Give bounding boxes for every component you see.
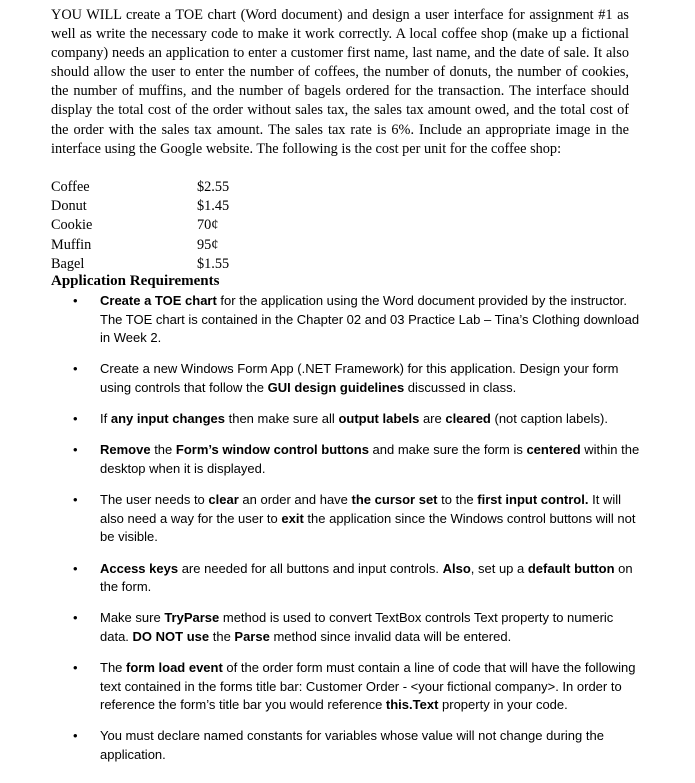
requirement-text: within the desktop when it is displayed. [100, 442, 640, 476]
requirement-item [72, 360, 642, 397]
requirement-emphasis: Form’s window control buttons [175, 442, 369, 458]
requirement-emphasis: GUI design guidelines [267, 379, 405, 395]
requirement-item [72, 491, 642, 547]
bullet-icon: • [73, 728, 78, 744]
requirement-emphasis: output labels [338, 411, 420, 427]
requirement-item [72, 292, 642, 348]
price-value: $1.55 [197, 255, 230, 272]
bullet-icon: • [73, 610, 78, 626]
price-value: 70¢ [197, 217, 219, 234]
requirement-item [72, 441, 642, 478]
requirement-text: the application since the Windows control buttons will not be visible. [100, 510, 636, 545]
requirement-text: (not caption labels). [490, 411, 608, 427]
bullet-icon: • [73, 293, 78, 308]
requirement-text: Create a new Windows Form App (.NET Framework) for this application. Design your form using controls that follow the [100, 361, 619, 395]
requirement-text: are [419, 411, 446, 427]
requirement-text: discussed in class. [404, 379, 517, 395]
price-item-name: Muffin [51, 236, 92, 253]
requirement-emphasis: Create a TOE chart [100, 293, 217, 308]
requirement-text: of the order form must contain a line of code that will have the following text contained in the forms title bar: Customer Order - <your fictional company>. In order to reference the form’s title bar you would reference [100, 660, 636, 713]
requirement-emphasis: first input control. [477, 492, 589, 508]
requirement-emphasis: default button [527, 560, 615, 576]
requirement-emphasis: this.Text [385, 697, 439, 713]
requirement-text: , set up a [470, 560, 528, 576]
requirement-text: the [209, 628, 235, 644]
requirement-emphasis: exit [281, 510, 304, 526]
requirement-emphasis: TryParse [164, 610, 220, 626]
requirement-emphasis: Also [442, 560, 471, 576]
bullet-icon: • [73, 361, 78, 377]
requirement-emphasis: Remove [100, 442, 151, 458]
price-value: 95¢ [197, 236, 219, 253]
requirement-text: on the form. [100, 560, 633, 595]
requirement-item [72, 560, 642, 597]
price-value: $2.55 [197, 179, 230, 195]
requirement-emphasis: cleared [445, 411, 491, 427]
price-list [51, 178, 229, 274]
price-item-name: Donut [51, 198, 87, 215]
requirement-text: and make sure the form is [368, 442, 527, 458]
requirement-emphasis: clear [208, 492, 239, 508]
requirement-text: You must declare named constants for variables whose value will not change during the application. [100, 728, 604, 763]
requirement-text: to the [437, 492, 478, 508]
requirement-item [72, 410, 642, 429]
requirement-emphasis: centered [526, 442, 581, 458]
requirement-text: The user needs to [100, 492, 209, 508]
price-row [51, 216, 229, 235]
requirements-list [72, 292, 642, 777]
requirement-item [72, 609, 642, 646]
requirement-emphasis: the cursor set [351, 492, 438, 508]
price-row [51, 178, 229, 197]
bullet-icon: • [73, 660, 78, 676]
bullet-icon: • [73, 442, 78, 458]
requirement-text: It will also need a way for the user to [100, 492, 621, 526]
requirement-text: the [150, 442, 176, 458]
requirement-text: an order and have [238, 492, 352, 508]
bullet-icon: • [73, 492, 78, 508]
intro-paragraph: YOU WILL create a TOE chart (Word document) and design a user interface for assignment #1 as well as write the necessary code to make it work correctly. A local coffee shop (make up a fictional company) needs an application to enter a customer first name, last name, and the date of sale. It also should allow the user to enter the number of coffees, the number of donuts, the number of cookies, the number of muffins, and the number of bagels ordered for the transaction. The interface should display the total cost of the order without sales tax, the sales tax amount owed, and the total cost of the order with the sales tax amount. The sales tax rate is 6%. Include an appropriate image in the interface using the Google website. The following is the cost per unit for the coffee shop: [51, 7, 629, 157]
price-row [51, 197, 229, 216]
price-item-name: Cookie [51, 217, 93, 234]
requirements-heading: Application Requirements [51, 273, 220, 289]
price-item-name: Coffee [51, 179, 90, 195]
price-row [51, 236, 229, 255]
requirement-emphasis: any input changes [110, 411, 225, 427]
requirement-text: for the application using the Word document provided by the instructor. The TOE chart is contained in the Chapter 02 and 03 Practice Lab – Tina’s Clothing download in Week 2. [100, 293, 640, 346]
requirement-emphasis: DO NOT use [132, 628, 210, 644]
requirement-emphasis: Access keys [100, 560, 179, 576]
requirement-text: are needed for all buttons and input controls. [178, 560, 443, 576]
requirement-text: The [100, 660, 127, 676]
requirement-text: method is used to convert TextBox controls Text property to numeric data. [100, 610, 614, 644]
requirement-item [72, 727, 642, 764]
requirement-text: If [100, 411, 111, 427]
requirement-emphasis: form load event [126, 660, 223, 676]
requirement-text: method since invalid data will be entered. [269, 628, 512, 644]
requirement-text: then make sure all [224, 411, 339, 427]
bullet-icon: • [73, 411, 78, 427]
requirement-emphasis: Parse [234, 628, 270, 644]
requirement-item [72, 659, 642, 715]
requirement-text: property in your code. [438, 697, 568, 713]
requirement-text: Make sure [100, 610, 165, 626]
price-item-name: Bagel [51, 255, 85, 272]
price-value: $1.45 [197, 198, 230, 215]
bullet-icon: • [73, 560, 78, 576]
